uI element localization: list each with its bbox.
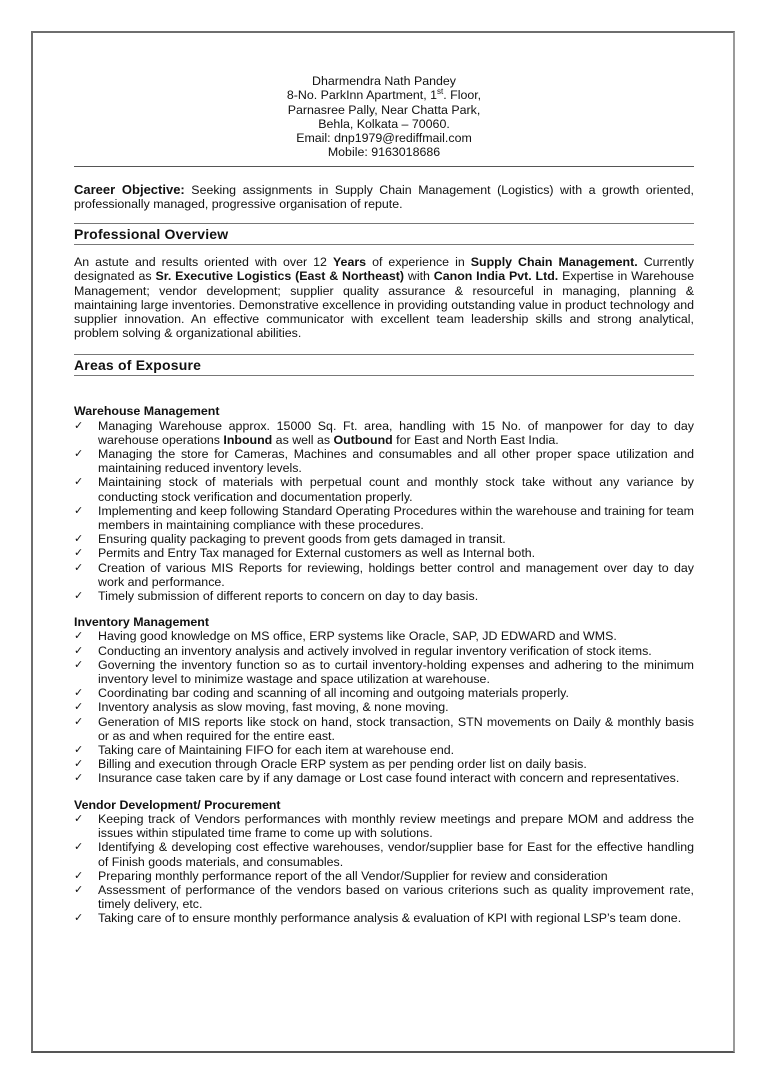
professional-overview-text bbox=[74, 255, 694, 340]
checkmark-icon: ✓ bbox=[74, 758, 84, 771]
overview-text: with bbox=[404, 269, 434, 284]
subsection-title: Vendor Development/ Procurement bbox=[74, 797, 281, 812]
checkmark-icon: ✓ bbox=[74, 772, 84, 785]
checkmark-icon: ✓ bbox=[74, 504, 84, 517]
checkmark-icon: ✓ bbox=[74, 419, 84, 432]
checkmark-icon: ✓ bbox=[74, 869, 84, 882]
bullet-list bbox=[74, 629, 694, 785]
address-line-1: 8-No. ParkInn Apartment, 1st. Floor, bbox=[286, 87, 482, 103]
list-item: ✓ Implementing and keep following Standard Operating Procedures within the warehouse and training for team members in maintaining compliance with these procedures. bbox=[74, 503, 694, 533]
checkmark-icon: ✓ bbox=[74, 715, 84, 728]
list-item: ✓ Permits and Entry Tax managed for External customers as well as Internal both. bbox=[74, 546, 536, 561]
overview-highlight: Canon India Pvt. Ltd. bbox=[433, 269, 559, 284]
overview-highlight: Years bbox=[332, 255, 367, 270]
career-objective-text: Seeking assignments in Supply Chain Management (Logistics) with a growth oriented, professionally managed, progressive organisation of repute. bbox=[74, 182, 694, 211]
section-title-professional-overview: Professional Overview bbox=[74, 223, 694, 245]
overview-highlight: Sr. Executive Logistics (East & Northeast) bbox=[155, 269, 405, 284]
list-item: ✓ Conducting an inventory analysis and actively involved in regular inventory verification of stock items. bbox=[74, 643, 652, 658]
address-line-3: Behla, Kolkata – 70060. bbox=[318, 116, 450, 131]
list-item: ✓ Creation of various MIS Reports for reviewing, holdings better control and management over day to day work and performance. bbox=[74, 560, 694, 589]
contact-header bbox=[74, 74, 694, 167]
subsection-title: Inventory Management bbox=[74, 615, 209, 630]
career-objective bbox=[74, 183, 694, 211]
list-item: ✓ Identifying & developing cost effective warehouses, vendor/supplier base for East for the effective handling of Finish goods materials, and consumables. bbox=[74, 840, 694, 869]
checkmark-icon: ✓ bbox=[74, 883, 84, 896]
email: Email: dnp1979@rediffmail.com bbox=[296, 131, 472, 146]
section-title-areas-of-exposure: Areas of Exposure bbox=[74, 354, 694, 376]
list-item: ✓ Managing Warehouse approx. 15000 Sq. Ft. area, handling with 15 No. of manpower for day to day warehouse operations Inbound as well as Outbound for East and North East India. bbox=[74, 418, 694, 447]
areas-of-exposure-groups bbox=[74, 404, 694, 925]
subsection-title: Warehouse Management bbox=[74, 404, 220, 419]
checkmark-icon: ✓ bbox=[74, 912, 84, 925]
overview-text: An astute and results oriented with over 12 bbox=[74, 255, 333, 270]
overview-text: Currently designated as bbox=[74, 255, 694, 284]
checkmark-icon: ✓ bbox=[74, 533, 84, 546]
checkmark-icon: ✓ bbox=[74, 687, 84, 700]
bullet-list bbox=[74, 419, 694, 604]
checkmark-icon: ✓ bbox=[74, 744, 84, 757]
checkmark-icon: ✓ bbox=[74, 476, 84, 489]
checkmark-icon: ✓ bbox=[74, 841, 84, 854]
overview-text: of experience in bbox=[366, 255, 471, 270]
checkmark-icon: ✓ bbox=[74, 590, 84, 603]
list-item: ✓ Having good knowledge on MS office, ERP systems like Oracle, SAP, JD EDWARD and WMS. bbox=[74, 629, 617, 644]
career-objective-label: Career Objective: bbox=[74, 181, 185, 197]
list-item: ✓ Governing the inventory function so as to curtail inventory-holding expenses and adhering to the minimum inventory level to minimize wastage and space utilization at warehouse. bbox=[74, 657, 694, 687]
checkmark-icon: ✓ bbox=[74, 701, 84, 714]
checkmark-icon: ✓ bbox=[74, 644, 84, 657]
list-item: ✓ Preparing monthly performance report of the all Vendor/Supplier for review and consideration bbox=[74, 868, 608, 883]
list-item: ✓ Generation of MIS reports like stock on hand, stock transaction, STN movements on Daily & monthly basis or as and when required for the entire east. bbox=[74, 714, 694, 743]
bullet-list bbox=[74, 812, 694, 926]
candidate-name: Dharmendra Nath Pandey bbox=[312, 74, 456, 88]
resume-document bbox=[74, 74, 694, 926]
checkmark-icon: ✓ bbox=[74, 547, 84, 560]
list-item: ✓ Inventory analysis as slow moving, fast moving, & none moving. bbox=[74, 700, 449, 715]
list-item: ✓ Assessment of performance of the vendors based on various criterions such as quality improvement rate, timely delivery, etc. bbox=[74, 882, 694, 912]
list-item: ✓ Keeping track of Vendors performances with monthly review meetings and prepare MOM and address the issues within stipulated time frame to come up with solutions. bbox=[74, 811, 694, 841]
overview-highlight: Supply Chain Management. bbox=[470, 255, 638, 270]
checkmark-icon: ✓ bbox=[74, 448, 84, 461]
list-item: ✓ Taking care of to ensure monthly performance analysis & evaluation of KPI with regional LSP’s team done. bbox=[74, 911, 682, 926]
checkmark-icon: ✓ bbox=[74, 561, 84, 574]
mobile: Mobile: 9163018686 bbox=[327, 145, 441, 160]
overview-text: Expertise in Warehouse Management; vendor development; supplier quality assurance & resourceful in managing, planning & maintaining large inventories. Demonstrative excellence in providing outstanding value in product technology and supplier innovation. An effective communicator with excellent team leadership skills and strong analytical, problem solving & organizational abilities. bbox=[74, 269, 695, 341]
list-item: ✓ Managing the store for Cameras, Machines and consumables and all other proper space utilization and maintaining reduced inventory levels. bbox=[74, 447, 694, 476]
checkmark-icon: ✓ bbox=[74, 630, 84, 643]
list-item: ✓ Maintaining stock of materials with perpetual count and monthly stock take without any variance by conducting stock verification and documentation properly. bbox=[74, 475, 694, 504]
address-line-2: Parnasree Pally, Near Chatta Park, bbox=[287, 102, 481, 117]
list-item: ✓ Timely submission of different reports to concern on day to day basis. bbox=[74, 589, 479, 604]
list-item: ✓ Insurance case taken care by if any damage or Lost case found interact with concern and representatives. bbox=[74, 771, 680, 786]
checkmark-icon: ✓ bbox=[74, 658, 84, 671]
list-item: ✓ Coordinating bar coding and scanning of all incoming and outgoing materials properly. bbox=[74, 686, 569, 701]
list-item: ✓ Billing and execution through Oracle ERP system as per pending order list on daily basis. bbox=[74, 757, 587, 772]
list-item: ✓ Taking care of Maintaining FIFO for each item at warehouse end. bbox=[74, 743, 455, 758]
list-item: ✓ Ensuring quality packaging to prevent goods from gets damaged in transit. bbox=[74, 532, 506, 547]
checkmark-icon: ✓ bbox=[74, 812, 84, 825]
